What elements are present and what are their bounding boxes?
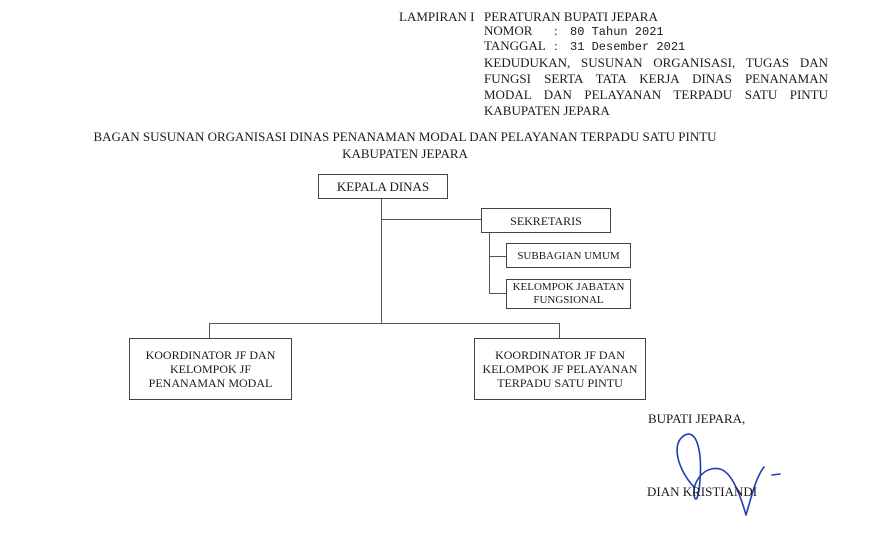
- lampiran-label: LAMPIRAN I: [399, 9, 475, 24]
- peraturan-title: PERATURAN BUPATI JEPARA: [484, 9, 658, 24]
- about-line-2: FUNGSI SERTA TATA KERJA DINAS PENANAMAN: [484, 71, 828, 86]
- kelompok-jf-line-1: KELOMPOK JABATAN: [512, 281, 625, 293]
- kepala-dinas-label: KEPALA DINAS: [336, 178, 430, 194]
- nomor-label: NOMOR: [484, 23, 533, 38]
- connector-to-sekretaris: [381, 219, 481, 220]
- koordinator-ptsp-line-1: KOORDINATOR JF DAN: [495, 348, 625, 362]
- signature-scribble: [660, 425, 790, 525]
- chart-title-line-2: KABUPATEN JEPARA: [342, 146, 468, 161]
- tanggal-value: 31 Desember 2021: [570, 40, 686, 54]
- nomor-value: 80 Tahun 2021: [570, 25, 664, 39]
- koordinator-pm-line-1: KOORDINATOR JF DAN: [145, 348, 276, 362]
- connector-to-subbagian: [489, 256, 506, 257]
- connector-horizontal-bottom: [209, 323, 559, 324]
- kelompok-jf-line-2: FUNGSIONAL: [533, 294, 604, 306]
- about-line-1: KEDUDUKAN, SUSUNAN ORGANISASI, TUGAS DAN: [484, 55, 828, 70]
- connector-kepala-down: [381, 198, 382, 324]
- bupati-name: DIAN KRISTIANDI: [647, 484, 758, 499]
- koordinator-ptsp-line-3: TERPADU SATU PINTU: [497, 376, 623, 390]
- kelompok-jf-box: [506, 279, 631, 309]
- tanggal-label: TANGGAL: [484, 38, 546, 53]
- koordinator-penanaman-modal-box: [129, 338, 292, 400]
- connector-to-koordinator-ptsp: [559, 323, 560, 339]
- sekretaris-label: SEKRETARIS: [510, 213, 582, 228]
- koordinator-ptsp-box: [474, 338, 646, 400]
- connector-to-koordinator-pm: [209, 323, 210, 339]
- bupati-title: BUPATI JEPARA,: [648, 411, 746, 426]
- koordinator-pm-line-2: KELOMPOK JF: [169, 362, 251, 376]
- subbagian-umum-box: [506, 243, 631, 268]
- about-line-4: KABUPATEN JEPARA: [484, 103, 610, 118]
- sekretaris-box: [481, 208, 611, 233]
- chart-title-line-1: BAGAN SUSUNAN ORGANISASI DINAS PENANAMAN MODAL DAN PELAYANAN TERPADU SATU PINTU: [93, 129, 717, 144]
- tanggal-separator: :: [554, 38, 558, 53]
- subbagian-umum-label: SUBBAGIAN UMUM: [517, 249, 620, 262]
- koordinator-pm-line-3: PENANAMAN MODAL: [148, 376, 273, 390]
- kepala-dinas-box: [318, 174, 448, 199]
- about-line-3: MODAL DAN PELAYANAN TERPADU SATU PINTU: [484, 87, 828, 102]
- nomor-separator: :: [554, 23, 558, 38]
- koordinator-ptsp-line-2: KELOMPOK JF PELAYANAN: [482, 362, 638, 376]
- connector-sekretaris-down: [489, 232, 490, 294]
- connector-to-kelompok-jf: [489, 293, 506, 294]
